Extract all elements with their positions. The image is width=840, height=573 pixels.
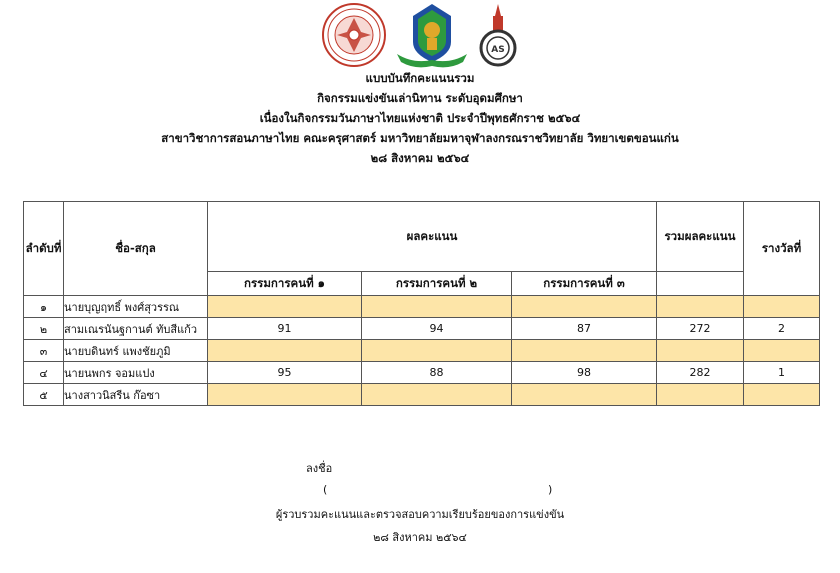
row-index: ๕ [24, 384, 64, 406]
row-name: นางสาวนิสรีน ก๊อซา [64, 384, 208, 406]
row-name: นายบุญฤทธิ์ พงศ์สุวรรณ [64, 296, 208, 318]
row-judge-1-score: 95 [208, 362, 362, 384]
row-name: นายบดินทร์ แพงชัยภูมิ [64, 340, 208, 362]
document-header [0, 68, 840, 168]
row-award [744, 296, 820, 318]
campus-emblem-logo [477, 2, 519, 68]
header-activity: กิจกรรมแข่งขันเล่านิทาน ระดับอุดมศึกษา [317, 91, 523, 105]
logo-row [0, 2, 840, 72]
table-row [24, 340, 820, 362]
signature-role: ผู้รวบรวมคะแนนและตรวจสอบความเรียบร้อยของการแข่งขัน [275, 508, 565, 521]
row-judge-2-score: 88 [362, 362, 512, 384]
row-judge-3-score: 87 [512, 318, 657, 340]
row-award: 2 [744, 318, 820, 340]
table-row [24, 384, 820, 406]
table-row [24, 318, 820, 340]
header-order: ลำดับที่ [24, 202, 64, 296]
row-index: ๑ [24, 296, 64, 318]
header-score: ผลคะแนน [208, 202, 657, 272]
header-total-sub [657, 272, 744, 296]
row-total: 282 [657, 362, 744, 384]
row-judge-2-score [362, 384, 512, 406]
header-occasion: เนื่องในกิจกรรมวันภาษาไทยแห่งชาติ ประจำปีพุทธศักราช ๒๕๖๔ [259, 111, 581, 125]
row-index: ๓ [24, 340, 64, 362]
header-judge-3: กรรมการคนที่ ๓ [512, 272, 657, 296]
header-judge-1: กรรมการคนที่ ๑ [208, 272, 362, 296]
row-judge-3-score: 98 [512, 362, 657, 384]
header-judge-2: กรรมการคนที่ ๒ [362, 272, 512, 296]
row-award [744, 340, 820, 362]
score-table [23, 201, 820, 406]
university-seal-logo [321, 2, 387, 68]
row-total [657, 384, 744, 406]
row-judge-3-score [512, 384, 657, 406]
header-total: รวมผลคะแนน [657, 202, 744, 272]
header-date: ๒๘ สิงหาคม ๒๕๖๔ [370, 151, 470, 165]
row-total: 272 [657, 318, 744, 340]
table-row [24, 296, 820, 318]
signature-date: ๒๘ สิงหาคม ๒๕๖๔ [373, 531, 467, 544]
row-name: นายนพกร จอมแปง [64, 362, 208, 384]
signature-paren-close: ) [548, 483, 553, 496]
row-judge-1-score [208, 340, 362, 362]
row-judge-2-score: 94 [362, 318, 512, 340]
row-judge-2-score [362, 296, 512, 318]
table-row [24, 362, 820, 384]
signature-label: ลงชื่อ [306, 462, 333, 475]
row-judge-3-score [512, 340, 657, 362]
row-judge-1-score [208, 296, 362, 318]
header-title: แบบบันทึกคะแนนรวม [365, 71, 475, 85]
row-judge-2-score [362, 340, 512, 362]
row-judge-3-score [512, 296, 657, 318]
row-award [744, 384, 820, 406]
header-award: รางวัลที่ [744, 202, 820, 296]
header-department: สาขาวิชาการสอนภาษาไทย คณะครุศาสตร์ มหาวิทยาลัยมหาจุฬาลงกรณราชวิทยาลัย วิทยาเขตขอนแก่น [161, 131, 679, 145]
row-award: 1 [744, 362, 820, 384]
signature-paren-open: ( [323, 483, 328, 496]
row-name: สามเณรนันฐกานต์ ทับสีแก้ว [64, 318, 208, 340]
row-total [657, 340, 744, 362]
header-name: ชื่อ-สกุล [64, 202, 208, 296]
row-total [657, 296, 744, 318]
row-judge-1-score [208, 384, 362, 406]
row-index: ๒ [24, 318, 64, 340]
row-judge-1-score: 91 [208, 318, 362, 340]
row-index: ๔ [24, 362, 64, 384]
faculty-emblem-logo [393, 2, 471, 70]
svg-text:AS: AS [491, 45, 505, 55]
